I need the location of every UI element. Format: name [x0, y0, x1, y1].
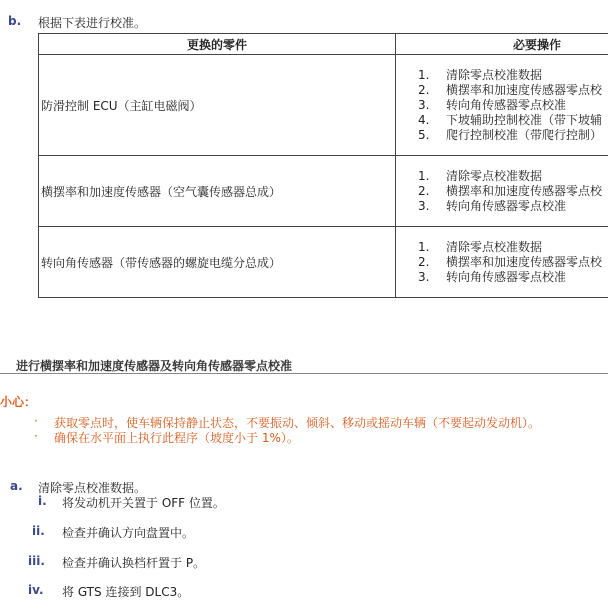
- list-item: 3. 转向角传感器零点校准: [418, 198, 567, 213]
- part-cell: 防滑控制 ECU（主缸电磁阀）: [39, 55, 396, 156]
- table-row: [39, 55, 608, 156]
- operations-cell: [396, 55, 608, 156]
- operations-cell: [396, 227, 608, 298]
- list-item: 2. 横摆率和加速度传感器零点校: [418, 82, 603, 97]
- operation-text: 转向角传感器零点校准: [446, 198, 567, 213]
- bullet-icon: ·: [34, 429, 38, 443]
- step-a-label: a.: [10, 479, 23, 493]
- caution-label: 小心：: [0, 395, 37, 409]
- list-item: 1. 清除零点校准数据: [418, 168, 543, 183]
- table-row: [39, 156, 608, 227]
- substep-text: 检查并确认换档杆置于 P。: [62, 556, 206, 570]
- list-item: 3. 转向角传感器零点校准: [418, 269, 567, 284]
- list-item: 5. 爬行控制校准（带爬行控制）: [418, 127, 603, 142]
- part-cell: 转向角传感器（带传感器的螺旋电缆分总成）: [39, 227, 396, 298]
- operation-text: 下坡辅助控制校准（带下坡辅: [446, 112, 603, 127]
- substep-text: 将 GTS 连接到 DLC3。: [62, 585, 190, 599]
- header-required-operation: 必要操作: [396, 34, 608, 55]
- section-divider: [0, 373, 608, 374]
- substep-text: 将发动机开关置于 OFF 位置。: [62, 496, 225, 510]
- list-item: 2. 横摆率和加速度传感器零点校: [418, 254, 603, 269]
- table-row: [39, 227, 608, 298]
- substep-label: i.: [38, 494, 47, 508]
- part-cell: 横摆率和加速度传感器（空气囊传感器总成）: [39, 156, 396, 227]
- substep-label: iii.: [28, 554, 45, 568]
- section-title: 进行横摆率和加速度传感器及转向角传感器零点校准: [16, 359, 293, 373]
- operation-text: 清除零点校准数据: [446, 239, 543, 254]
- operation-text: 横摆率和加速度传感器零点校: [446, 254, 603, 269]
- operation-text: 清除零点校准数据: [446, 67, 543, 82]
- operation-text: 爬行控制校准（带爬行控制）: [446, 127, 603, 142]
- list-item: 2. 横摆率和加速度传感器零点校: [418, 183, 603, 198]
- caution-item: 获取零点时，使车辆保持静止状态，不要振动、倾斜、移动或摇动车辆（不要起动发动机）。: [54, 416, 541, 430]
- step-b-label: b.: [8, 14, 22, 28]
- substep-label: ii.: [32, 524, 45, 538]
- operations-cell: [396, 156, 608, 227]
- operation-text: 转向角传感器零点校准: [446, 97, 567, 112]
- step-a-text: 清除零点校准数据。: [38, 481, 147, 495]
- caution-item: 确保在水平面上执行此程序（坡度小于 1%）。: [54, 431, 299, 445]
- substep-text: 检查并确认方向盘置中。: [62, 526, 195, 540]
- list-item: 1. 清除零点校准数据: [418, 239, 543, 254]
- table-header-row: [39, 34, 608, 55]
- bullet-icon: ·: [34, 414, 38, 428]
- list-item: 3. 转向角传感器零点校准: [418, 97, 567, 112]
- operations-list: [396, 240, 608, 285]
- list-item: 1. 清除零点校准数据: [418, 67, 543, 82]
- operation-text: 横摆率和加速度传感器零点校: [446, 82, 603, 97]
- operation-text: 横摆率和加速度传感器零点校: [446, 183, 603, 198]
- substep-label: iv.: [28, 583, 44, 597]
- operations-list: [396, 169, 608, 214]
- step-b-text: 根据下表进行校准。: [38, 16, 147, 30]
- operation-text: 清除零点校准数据: [446, 168, 543, 183]
- header-replaced-part: 更换的零件: [39, 34, 396, 55]
- list-item: 4. 下坡辅助控制校准（带下坡辅: [418, 112, 603, 127]
- operations-list: [396, 68, 608, 143]
- parts-table: [38, 33, 608, 298]
- operation-text: 转向角传感器零点校准: [446, 269, 567, 284]
